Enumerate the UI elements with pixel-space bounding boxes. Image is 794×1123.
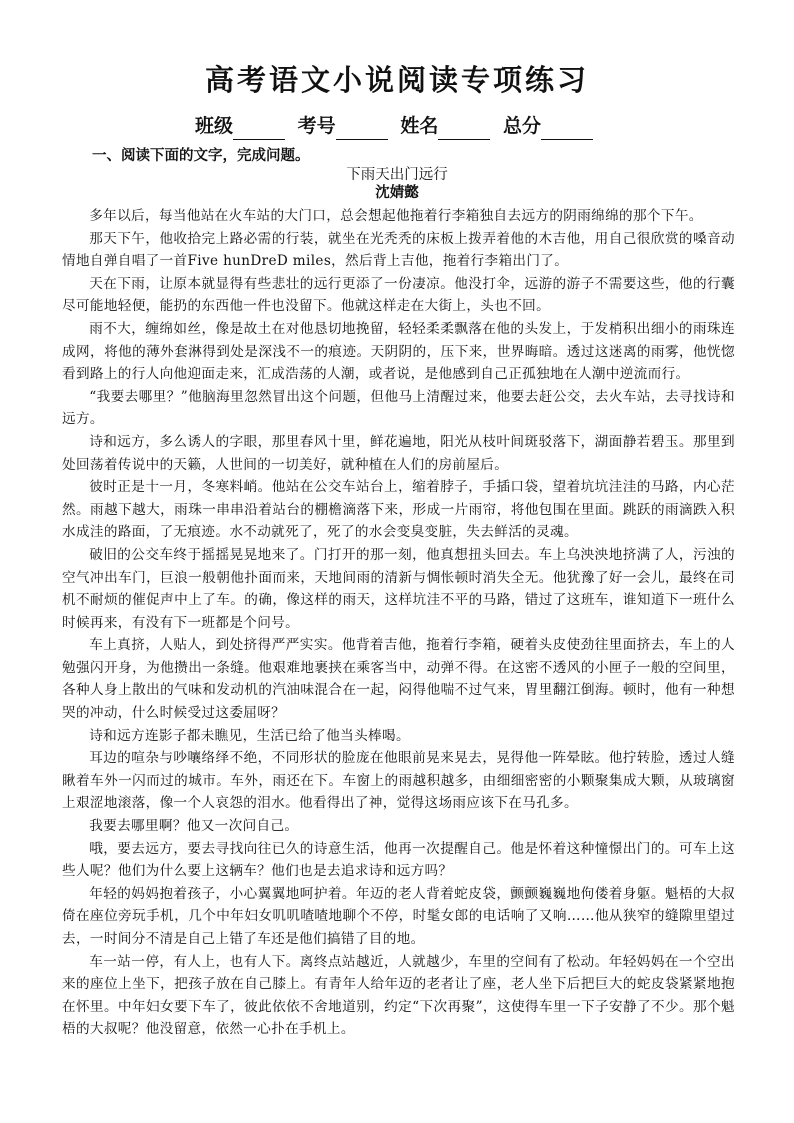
exam-number-blank[interactable] xyxy=(336,119,388,140)
story-author: 沈婧懿 xyxy=(375,185,419,201)
paragraph: 天在下雨，让原本就显得有些悲壮的远行更添了一份凄凉。他没打伞，远游的游子不需要这些，他的行囊尽可能地轻便，能扔的东西他一件也没留下。他就这样走在大街上，头也不回。 xyxy=(62,275,735,315)
paragraph: 雨不大，缠绵如丝，像是故土在对他恳切地挽留，轻轻柔柔飘落在他的头发上，于发梢积出细小的雨珠连成网，将他的薄外套淋得到处是深浅不一的痕迹。天阴阴的，压下来，世界晦暗。透过这迷离的雨雾，他恍惚看到路上的行人向他迎面走来，汇成浩荡的人潮，或者说，是他感到自己正孤独地在人潮中逆流而行。 xyxy=(62,320,735,383)
paragraph: 耳边的喧杂与吵嚷络绎不绝，不同形状的脸庞在他眼前晃来晃去，晃得他一阵晕眩。他拧转脸，透过人缝瞅着车外一闪而过的城市。车外，雨还在下。车窗上的雨越积越多，由细细密密的小颗聚集成大颗，从玻璃窗上艰涩地滚落，像一个人哀怨的泪水。他看得出了神，觉得这场雨应该下在马孔多。 xyxy=(62,750,735,812)
story-title: 下雨天出门远行 xyxy=(346,167,448,183)
paragraph: 车一站一停，有人上，也有人下。离终点站越近，人就越少，车里的空间有了松动。年轻妈妈在一个空出来的座位上坐下，把孩子放在自己膝上。有青年人给年迈的老者让了座，老人坐下后把巨大的蛇皮袋紧紧地抱在怀里。中年妇女要下车了，彼此依依不舍地道别，约定“下次再聚”，这使得车里一下子安静了不少。那个魁梧的大叔呢？他没留意，依然一心扑在手机上。 xyxy=(62,953,735,1038)
name-label: 姓名 xyxy=(400,115,439,137)
story-body xyxy=(62,205,735,1041)
paragraph: 彼时正是十一月，冬寒料峭。他站在公交车站台上，缩着脖子，手插口袋，望着坑坑洼洼的马路，内心茫然。雨越下越大，雨珠一串串沿着站台的棚檐滴落下来，形成一片雨帘，将他包围在里面。跳跃的雨滴跌入积水成洼的路面，了无痕迹。水不动就死了，死了的水会变臭变脏，失去鲜活的灵魂。 xyxy=(62,479,735,541)
paragraph: 年轻的妈妈抱着孩子，小心翼翼地呵护着。年迈的老人背着蛇皮袋，颤颤巍巍地佝偻着身躯。魁梧的大叔倚在座位旁玩手机，几个中年妇女叽叽喳喳地聊个不停，时髦女郎的电话响了又响……他从狭窄的缝隙里望过去，一时间分不清是自己上错了车还是他们搞错了目的地。 xyxy=(62,885,735,947)
class-blank[interactable] xyxy=(233,119,285,140)
name-blank[interactable] xyxy=(438,119,490,140)
paragraph: “我要去哪里？”他脑海里忽然冒出这个问题，但他马上清醒过来，他要去赶公交，去火车站，去寻找诗和远方。 xyxy=(62,388,735,428)
paragraph: 我要去哪里啊？他又一次问自己。 xyxy=(89,818,299,835)
exam-number-label: 考号 xyxy=(297,115,336,137)
class-label: 班级 xyxy=(195,115,234,137)
score-label: 总分 xyxy=(502,115,541,137)
paragraph: 车上真挤，人贴人，到处挤得严严实实。他背着吉他，拖着行李箱，硬着头皮使劲往里面挤去，车上的人勉强闪开身，为他攒出一条缝。他艰难地裹挟在乘客当中，动弹不得。在这密不透风的小匣子一般的空间里，各种人身上散出的气味和发动机的汽油味混合在一起，闷得他喘不过气来，胃里翻江倒海。顿时，他有一种想哭的冲动，什么时候受过这委屈呀？ xyxy=(62,637,735,722)
paragraph: 诗和远方连影子都未瞧见，生活已给了他当头棒喝。 xyxy=(89,727,410,744)
student-info-line xyxy=(0,112,794,140)
paragraph: 那天下午，他收拾完上路必需的行装，就坐在光秃秃的床板上拨弄着他的木吉他，用自己很欣赏的嗓音动情地自弹自唱了一首Five hunDreD miles，然后背上吉他，拖着行李箱出门了。 xyxy=(62,230,735,270)
page-title: 高考语文小说阅读专项练习 xyxy=(204,63,589,97)
paragraph: 哦，要去远方，要去寻找向往已久的诗意生活，他再一次提醒自己。他是怀着这种憧憬出门的。可车上这些人呢？他们为什么要上这辆车？他们也是去追求诗和远方吗？ xyxy=(62,840,735,880)
paragraph: 多年以后，每当他站在火车站的大门口，总会想起他拖着行李箱独自去远方的阴雨绵绵的那个下午。 xyxy=(89,208,703,224)
paragraph: 破旧的公交车终于摇摇晃晃地来了。门打开的那一刻，他真想扭头回去。车上乌泱泱地挤满了人，污浊的空气冲出车门，巨浪一般朝他扑面而来，天地间雨的清新与惆怅顿时消失全无。他犹豫了好一会儿，最终在司机不耐烦的催促声中上了车。的确，像这样的雨天，这样坑洼不平的马路，错过了这班车，谁知道下一班什么时候再来，有没有下一班都是个问号。 xyxy=(62,546,735,631)
paragraph: 诗和远方，多么诱人的字眼，那里春风十里，鲜花遍地，阳光从枝叶间斑驳落下，湖面静若碧玉。那里到处回荡着传说中的天籁，人世间的一切美好，就种植在人们的房前屋后。 xyxy=(62,433,735,473)
question-heading: 一、阅读下面的文字，完成问题。 xyxy=(92,148,310,164)
score-blank[interactable] xyxy=(541,119,593,140)
